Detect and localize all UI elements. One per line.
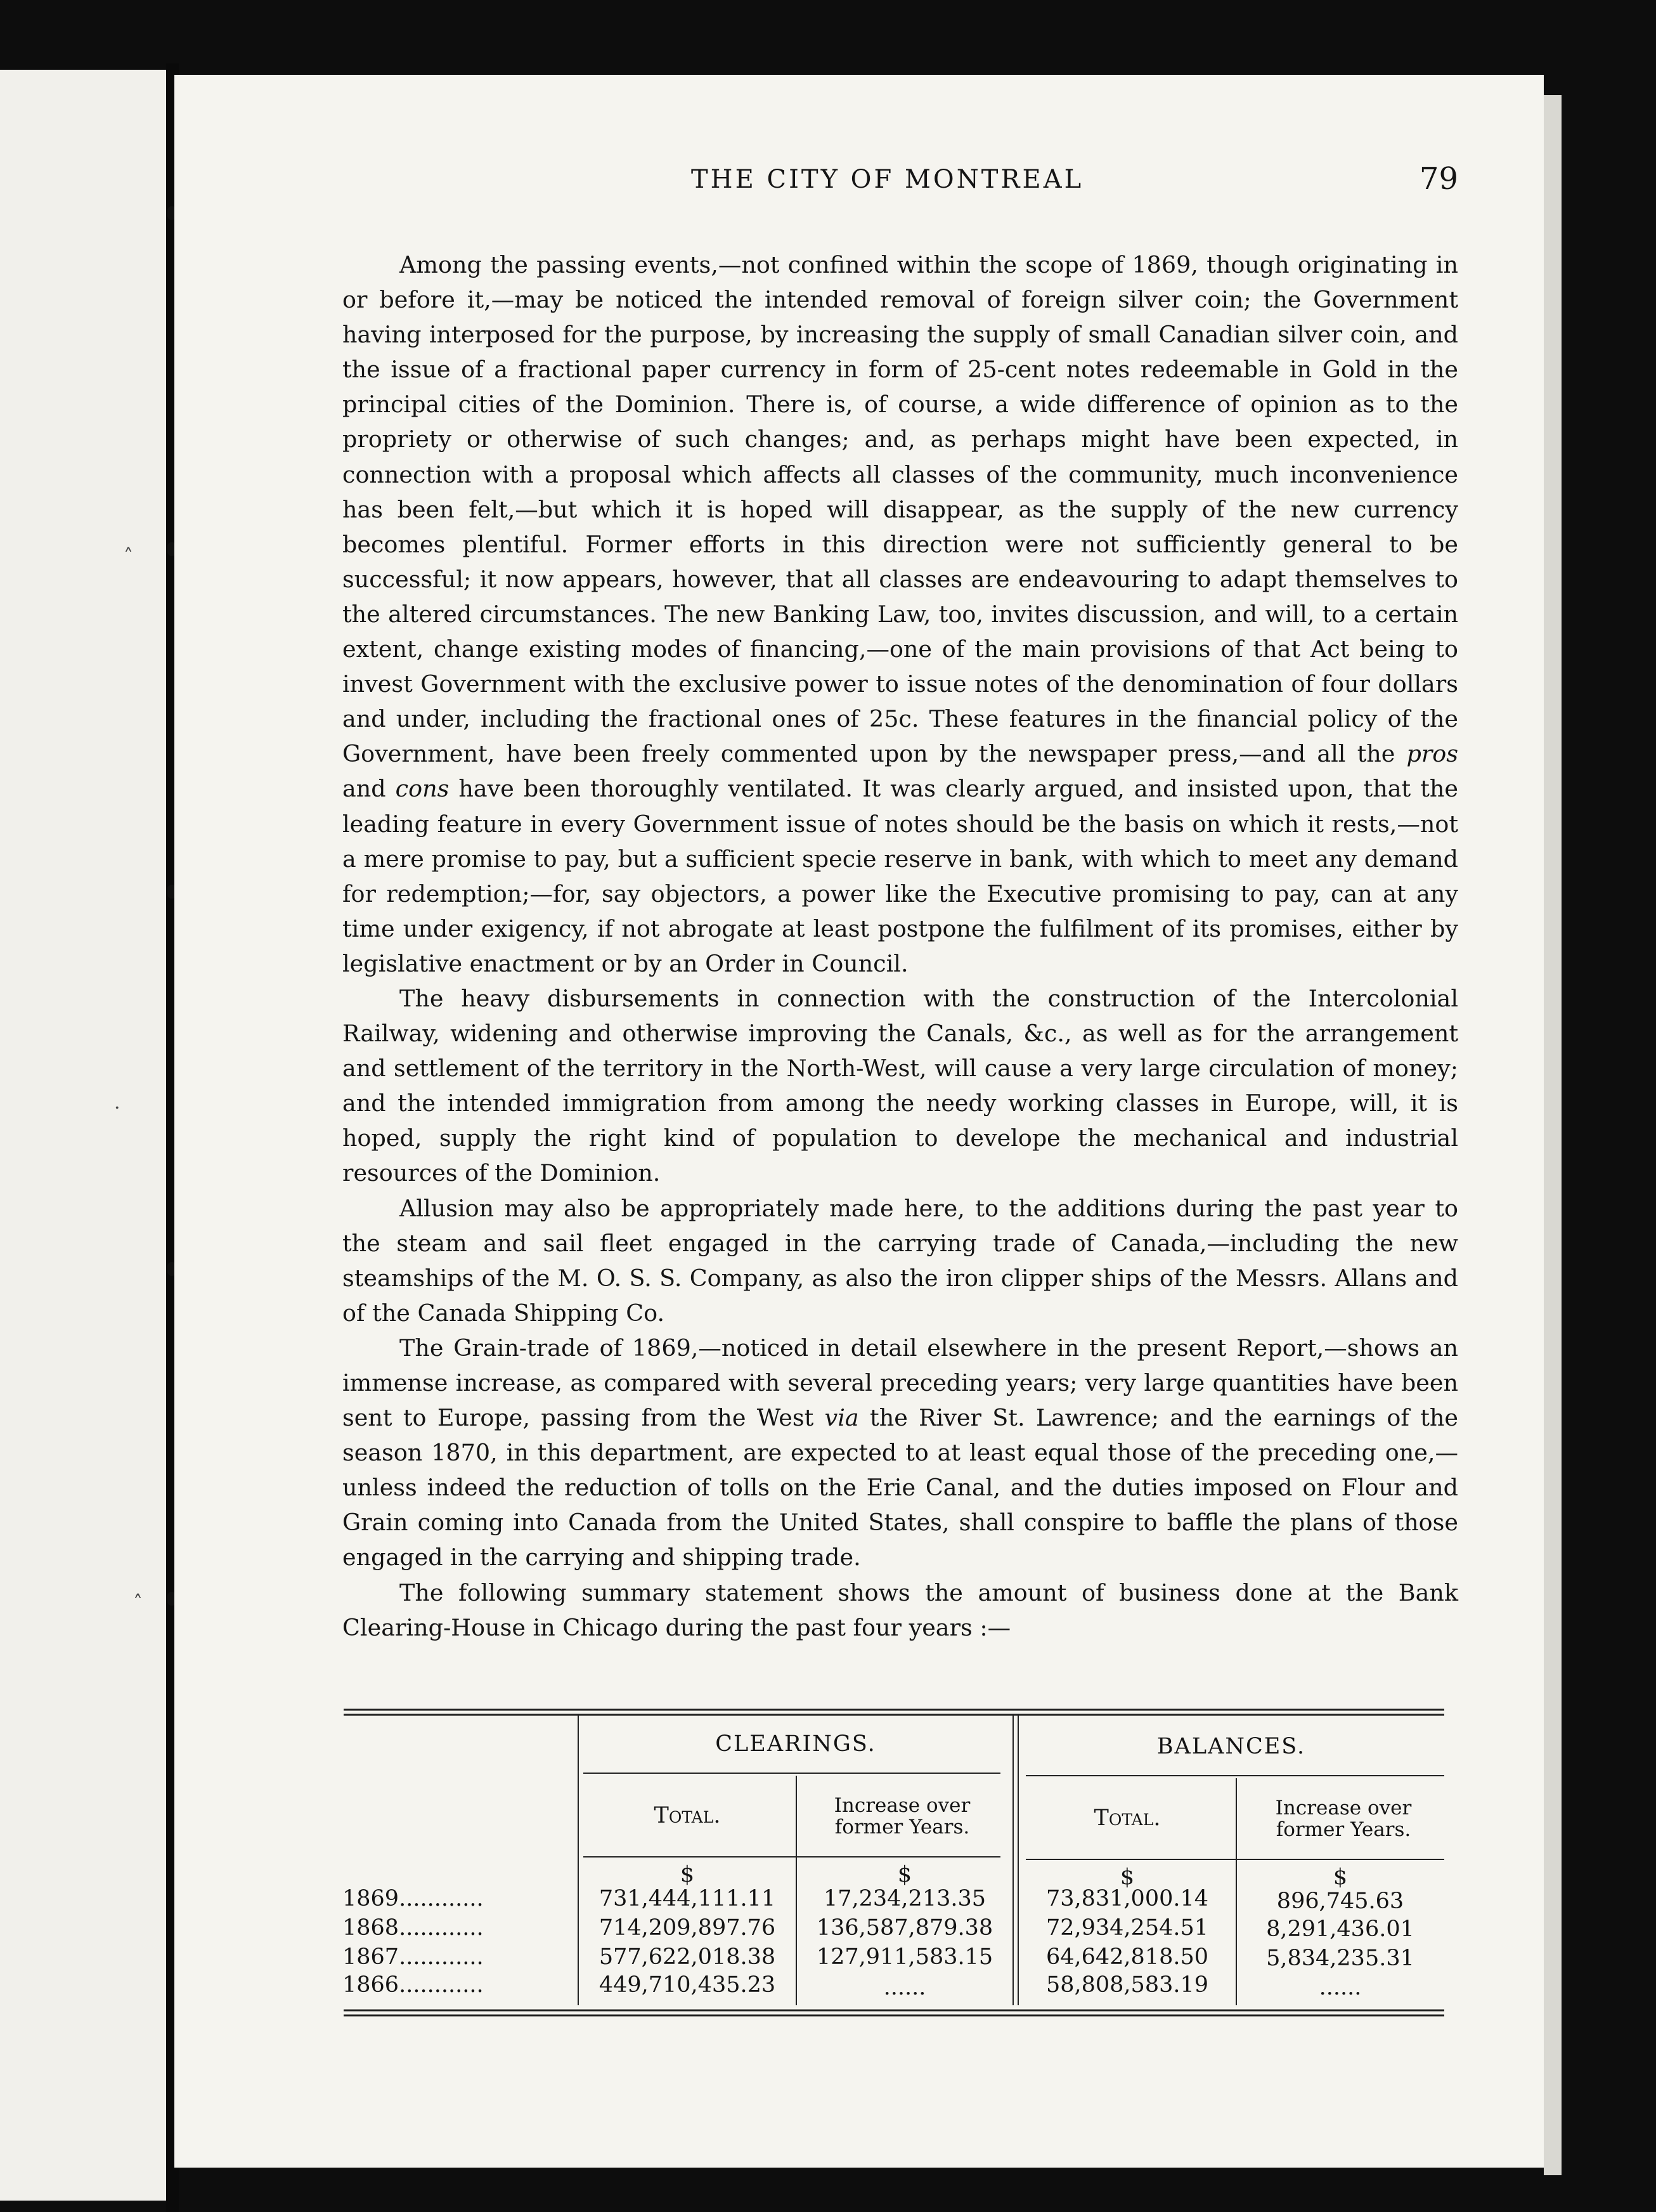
text-run: Allusion may also be appropriately made here, to the additions during the past year to the steam and sail fleet engaged in the carrying trade of Canada,—including the new steamships of the M. O. S. S. Company, as also the iron clipper ships of the Messrs. Allans and of the Canada Shipping Co. [342, 1194, 1458, 1327]
clearings-increase-header: Increase over former Years. [834, 1794, 971, 1838]
balances-total-cell: 73,831,000.14 [1045, 1886, 1209, 1911]
text-run: and [342, 775, 396, 803]
paragraph [342, 981, 1458, 1191]
facing-page-edge [0, 70, 166, 2201]
row-year: 1866............ [342, 1972, 484, 1998]
paragraph [342, 1191, 1458, 1330]
balances-increase-cell: 5,834,235.31 [1266, 1946, 1414, 1971]
margin-speck: · [114, 1097, 120, 1119]
currency-symbol: $ [680, 1862, 695, 1887]
balances-total-cell: 64,642,818.50 [1045, 1944, 1209, 1970]
row-year: 1869............ [342, 1886, 484, 1911]
clearings-total-header: Total. [654, 1803, 721, 1828]
text-run: The heavy disbursements in connection with the construction of the Intercolonial Railway, widening and otherwise improving the Canals, &c., as well as for the arrangement and settlement of the territory in the North-West, will cause a very large circulation of money; and the intended immigration from among the needy working classes in Europe, will, it is hoped, supply the right kind of population to develope the mechanical and industrial resources of the Dominion. [342, 984, 1458, 1187]
balances-total-cell: 72,934,254.51 [1045, 1915, 1209, 1941]
running-header [691, 161, 1458, 203]
row-year: 1867............ [342, 1944, 484, 1970]
text-run: Among the passing events,—not confined within the scope of 1869, though originating in or before it,—may be noticed the intended removal of foreign silver coin; the Government having interposed for the purpose, by increasing the supply of small Canadian silver coin, and the issue of a fractional paper currency in form of 25-cent notes redeemable in Gold in the principal cities of the Dominion. There is, of course, a wide difference of opinion as to the propriety or otherwise of such changes; and, as perhaps might have been expected, in connection with a proposal which affects all classes of the community, much inconvenience has been felt,—but which it is hoped will disappear, as the supply of the new currency becomes plentiful. Former efforts in this direction were not sufficiently general to be successful; it now appears, however, that all classes are endeavouring to adapt themselves to the altered circumstances. The new Banking Law, too, invites discussion, and will, to a certain extent, change existing modes of financing,—one of the main provisions of that Act being to invest Government with the exclusive power to issue notes of the denomination of four dollars and under, including the fractional ones of 25c. These features in the financial policy of the Government, have been freely commented upon by the newspaper press,—and all the [342, 251, 1458, 768]
balances-increase-cell: 896,745.63 [1276, 1889, 1404, 1914]
text-run: The following summary statement shows the amount of business done at the Bank Clearing-House in Chicago during the past four years :— [342, 1578, 1458, 1641]
page-edge [1544, 95, 1562, 2175]
currency-symbol: $ [1333, 1864, 1348, 1890]
clearings-total-cell: 731,444,111.11 [598, 1886, 776, 1911]
clearings-total-cell: 577,622,018.38 [598, 1944, 776, 1970]
balances-increase-cell: 8,291,436.01 [1266, 1916, 1414, 1942]
clearings-increase-cell: 127,911,583.15 [816, 1944, 993, 1970]
body-text [342, 247, 1458, 1645]
clearings-increase-cell: 136,587,879.38 [816, 1915, 993, 1941]
paragraph [342, 1575, 1458, 1645]
clearings-total-cell: 714,209,897.76 [598, 1915, 776, 1941]
clearings-header: CLEARINGS. [715, 1731, 876, 1757]
currency-symbol: $ [897, 1862, 912, 1887]
clearings-increase-cell: ...... [883, 1975, 926, 2000]
text-run: The Grain-trade of 1869,—noticed in detail elsewhere in the present Report,—shows an immense increase, as compared with several preceding years; very large quantities have been sent to Europe, passing from the West [342, 1334, 1458, 1432]
row-year: 1868............ [342, 1915, 484, 1941]
balances-header: BALANCES. [1156, 1734, 1306, 1759]
paragraph [342, 1330, 1458, 1575]
text-run: have been thoroughly ventilated. It was clearly argued, and insisted upon, that the leading feature in every Government issue of notes should be the basis on which it rests,—not a mere promise to pay, but a sufficient specie reserve in bank, with which to meet any demand for redemption;—for, say objectors, a power like the Executive promising to pay, can at any time under exigency, if not abrogate at least postpone the fulfilment of its promises, either by legislative enactment or by an Order in Council. [342, 775, 1458, 977]
balances-total-header: Total. [1094, 1805, 1161, 1831]
italic-text: cons [395, 775, 450, 803]
clearings-increase-cell: 17,234,213.35 [823, 1886, 986, 1911]
italic-text: via [824, 1404, 859, 1432]
page-number: 79 [1419, 161, 1458, 197]
margin-speck: ˄ [133, 1592, 143, 1614]
clearing-house-table [342, 1706, 1458, 2029]
balances-increase-header: Increase over former Years. [1275, 1797, 1412, 1841]
text-run: the River St. Lawrence; and the earnings of the season 1870, in this department, are expected to at least equal those of the preceding one,—unless indeed the reduction of tolls on the Erie Canal, and the duties imposed on Flour and Grain coming into Canada from the United States, shall conspire to baffle the plans of those engaged in the carrying and shipping trade. [342, 1404, 1458, 1571]
clearings-total-cell: 449,710,435.23 [598, 1972, 776, 1998]
currency-symbol: $ [1120, 1864, 1135, 1890]
page-title: THE CITY OF MONTREAL [691, 165, 1084, 194]
margin-speck: ˄ [124, 545, 133, 568]
italic-text: pros [1406, 740, 1458, 768]
balances-total-cell: 58,808,583.19 [1045, 1972, 1209, 1998]
balances-increase-cell: ...... [1319, 1975, 1362, 2000]
paragraph [342, 247, 1458, 981]
